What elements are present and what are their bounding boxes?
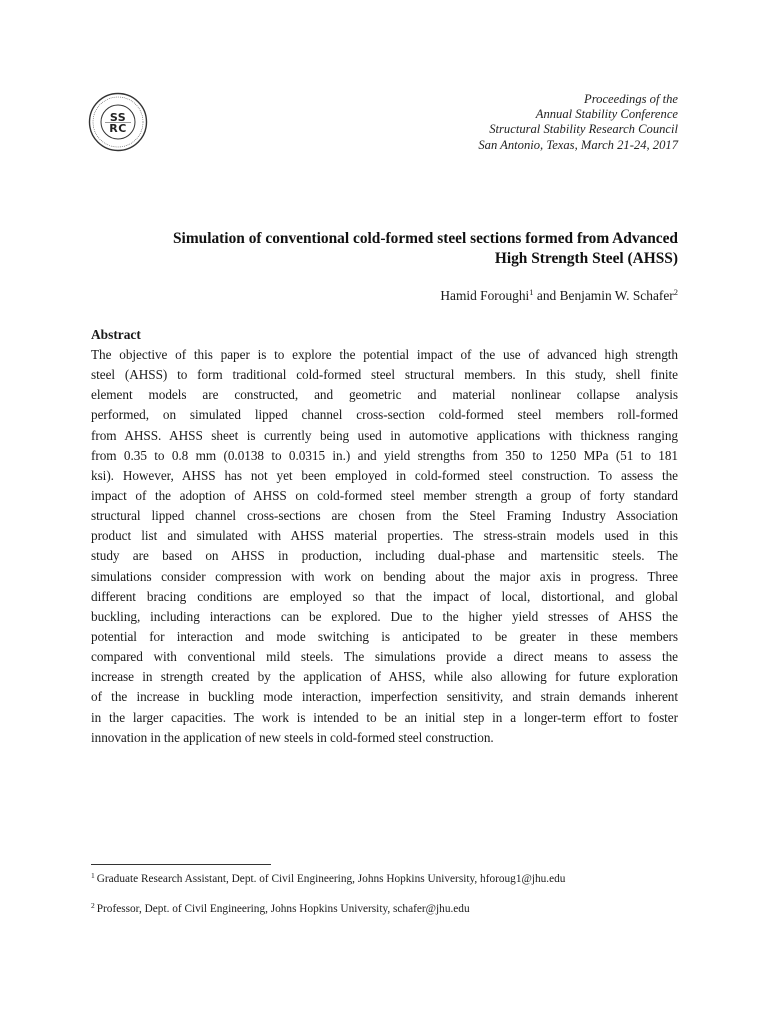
author-footnote-mark: 2	[673, 287, 678, 297]
abstract-line: performed, on simulated lipped channel cross-section cold-formed steel members roll-formed	[91, 407, 678, 423]
abstract-line: different bracing conditions are employed so that the impact of local, distortional, and global	[91, 588, 678, 604]
abstract-line: The objective of this paper is to explore the potential impact of the use of advanced high strength	[91, 347, 678, 362]
abstract-line: product list and simulated with AHSS material properties. The stress-strain models used in this	[91, 528, 678, 544]
abstract-heading: Abstract	[91, 327, 141, 342]
abstract-line: ksi). However, AHSS has not yet been employed in cold-formed steel construction. To assess the	[91, 467, 678, 483]
footnote-text: Professor, Dept. of Civil Engineering, Johns Hopkins University, schafer@jhu.edu	[96, 903, 470, 915]
abstract-line: compared with conventional mild steels. The simulations provide a direct means to assess the	[91, 649, 678, 665]
ssrc-logo	[88, 92, 148, 152]
abstract-line: from AHSS. AHSS sheet is currently being used in automotive applications with thickness ranging	[91, 427, 678, 443]
abstract-line: increase in strength created by the application of AHSS, while also allowing for future exploration	[91, 669, 678, 685]
abstract-line: impact of the adoption of AHSS on cold-formed steel member strength a group of forty standard	[91, 487, 678, 503]
abstract-line: element models are constructed, and geometric and material nonlinear collapse analysis	[91, 387, 678, 403]
footnote-divider	[91, 864, 271, 865]
conference-location-date: San Antonio, Texas, March 21-24, 2017	[478, 137, 678, 152]
svg-text:SS: SS	[109, 111, 127, 124]
abstract-line: structural lipped channel cross-sections are chosen from the Steel Framing Industry Association	[91, 508, 678, 524]
organization-name: Structural Stability Research Council	[489, 122, 678, 137]
abstract-line: in the larger capacities. The work is intended to be an initial step in a longer-term effort to foster	[91, 709, 678, 725]
footnote-mark: 1	[91, 871, 95, 880]
footnote-2	[91, 902, 470, 916]
paper-title	[92, 229, 678, 268]
footnote-1	[91, 872, 565, 886]
author-list	[440, 288, 678, 304]
proceedings-info	[478, 92, 678, 153]
conference-name: Annual Stability Conference	[535, 107, 678, 122]
proceedings-line: Proceedings of the	[584, 92, 678, 106]
abstract-line: buckling, including interactions can be explored. Due to the higher yield stresses of AHSS the	[91, 608, 678, 624]
title-line: Simulation of conventional cold-formed steel sections formed from Advanced	[173, 230, 678, 247]
author-name: Benjamin W. Schafer	[559, 288, 674, 303]
abstract-body	[91, 345, 678, 748]
author-separator: and	[536, 288, 557, 303]
abstract-line: steel (AHSS) to form traditional cold-formed steel structural members. In this study, shell finite	[91, 367, 678, 383]
footnote-text: Graduate Research Assistant, Dept. of Civil Engineering, Johns Hopkins University, hforoug1@jhu.edu	[96, 873, 566, 885]
title-line: High Strength Steel (AHSS)	[494, 249, 678, 267]
svg-text:RC: RC	[109, 122, 127, 135]
abstract-line: innovation in the application of new steels in cold-formed steel construction.	[91, 729, 494, 745]
abstract-line: simulations consider compression with work on bending about the major axis in progress. Three	[91, 568, 678, 584]
footnote-mark: 2	[91, 901, 95, 910]
abstract-line: of the increase in buckling mode interaction, imperfection sensitivity, and strain demands inherent	[91, 689, 678, 705]
author-footnote-mark: 1	[529, 287, 534, 297]
abstract-line: potential for interaction and mode switching is anticipated to be greater in these members	[91, 628, 678, 644]
abstract-line: study are based on AHSS in production, including dual-phase and martensitic steels. The	[91, 548, 678, 564]
author-name: Hamid Foroughi	[440, 288, 530, 303]
abstract-line: from 0.35 to 0.8 mm (0.0138 to 0.0315 in.) and yield strengths from 350 to 1250 MPa (51 to 181	[91, 447, 678, 463]
